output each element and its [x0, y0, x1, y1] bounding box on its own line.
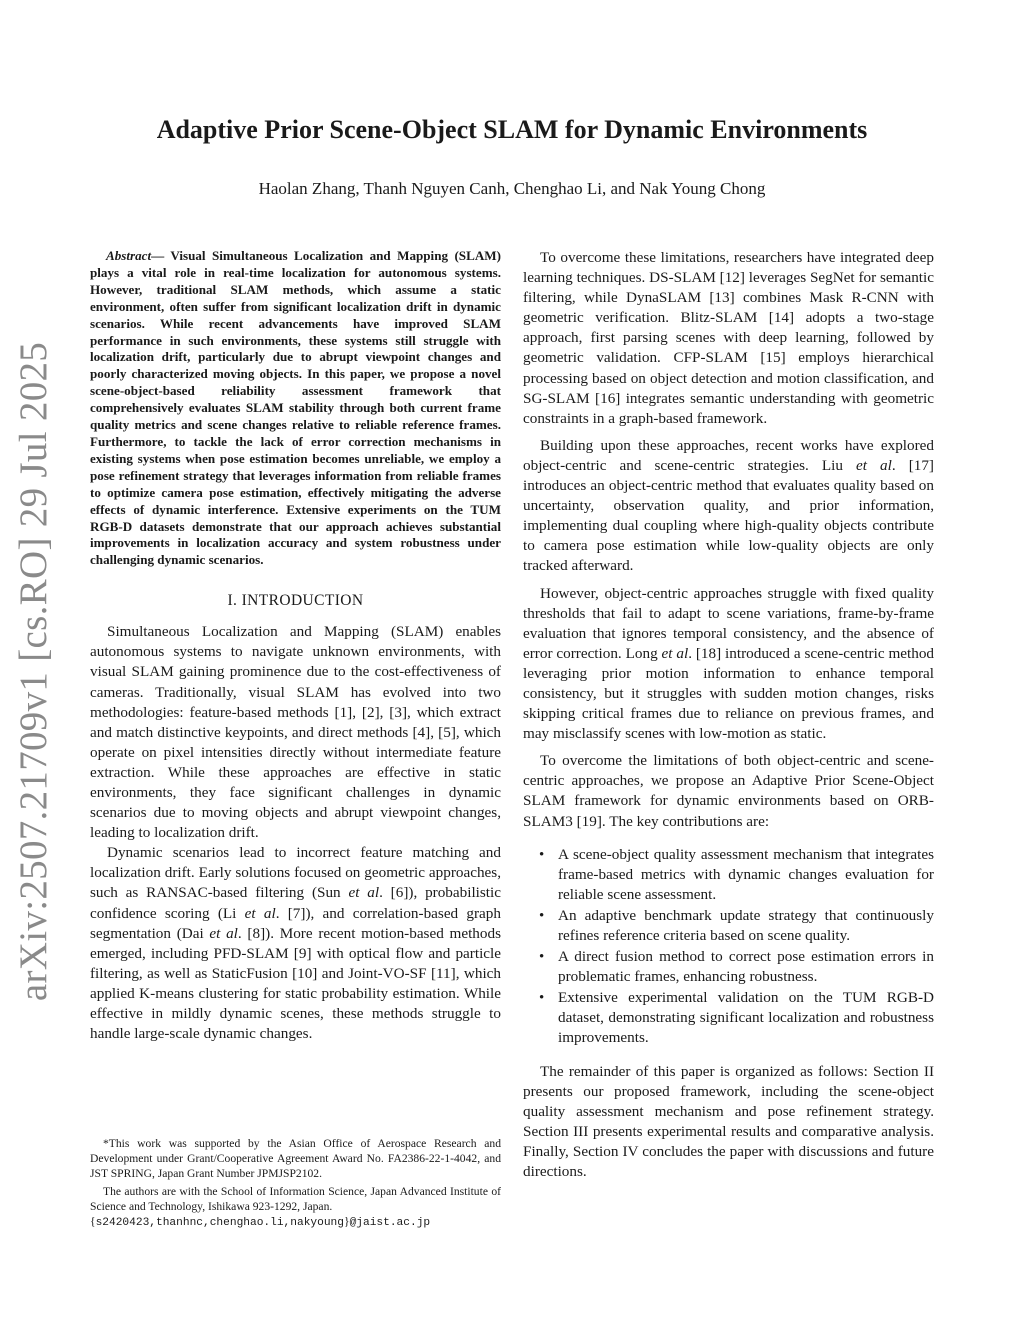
intro-paragraph-6: To overcome the limitations of both object-centric and scene-centric approaches, we propose an Adaptive Prior Scene-Object SLAM framework for dynamic environments based on ORB-SLAM3 [19]. The key contributions are:: [523, 752, 934, 830]
intro-p2-text-a: Dynamic scenarios lead to incorrect feature matching and localization drift. Early solutions focused on geometric approaches, such as RANSAC-based filtering (Sun: [90, 844, 501, 902]
abstract-dash: —: [151, 248, 171, 263]
contribution-text: A direct fusion method to correct pose estimation errors in problematic frames, enhancing robustness.: [558, 948, 934, 986]
contribution-text: A scene-object quality assessment mechanism that integrates frame-based metrics with dynamic changes evaluation for reliable scene assessment.: [558, 845, 934, 903]
list-item: [523, 947, 934, 987]
list-item: [523, 906, 934, 946]
arxiv-identifier: [6, 341, 62, 1002]
bullet-icon: •: [539, 846, 545, 863]
intro-paragraph-1: Simultaneous Localization and Mapping (SLAM) enables autonomous systems to navigate unknown environments, with visual SLAM gaining prominence due to the cost-effectiveness of cameras. Traditionally, visual SLAM has evolved into two methodologies: feature-based methods [1], [2], [3], which extract and match distinctive keypoints, and direct methods [4], [5], which operate on pixel intensities directly without intermediate feature extraction. While these approaches are effective in static environments, they face significant challenges in dynamic scenarios due to moving objects and abrupt viewpoint changes, leading to localization drift.: [90, 623, 501, 842]
intro-p2-etal-1: et al: [348, 884, 380, 902]
intro-p4-text-b: . [17] introduces an object-centric method that evaluates quality based on uncertainty, observation quality, and prior information, implementing dual coupling where high-quality objects contribute to camera pose estimation while low-quality objects are only tracked afterward.: [523, 456, 934, 575]
intro-p4-text-a: Building upon these approaches, recent works have explored object-centric and scene-centric strategies. Liu: [523, 436, 934, 474]
intro-p4-etal-1: et al: [856, 456, 892, 474]
footnote-affiliation-text: The authors are with the School of Information Science, Japan Advanced Institute of Science and Technology, Ishikawa 923-1292, Japan.: [90, 1185, 501, 1213]
intro-p2-text-c: . [7]), and correlation-based graph segmentation (Dai: [90, 904, 501, 942]
bullet-icon: •: [539, 949, 545, 966]
intro-paragraph-3: To overcome these limitations, researchers have integrated deep learning techniques. DS-SLAM [12] leverages SegNet for semantic filtering, while DynaSLAM [13] combines Mask R-CNN with geometric verification. Blitz-SLAM [14] adopts a two-stage approach, first parsing scenes with deep learning, followed by geometric validation. CFP-SLAM [15] employs hierarchical processing based on object detection and motion classification, and SG-SLAM [16] integrates semantic understanding with geometric constraints in a graph-based framework.: [523, 249, 934, 427]
paper-authors: Haolan Zhang, Thanh Nguyen Canh, Chenghao Li, and Nak Young Chong: [258, 179, 766, 198]
intro-p2-text-d: . [8]). More recent motion-based methods emerged, including PFD-SLAM [9] with optical flow and particle filtering, as well as StaticFusion [10] and Joint-VO-SF [11], which applied K-means clustering for static probability estimation. While effective in mildly dynamic scenes, these methods struggle to handle large-scale dynamic changes.: [90, 924, 501, 1043]
left-column: [90, 248, 501, 1044]
right-column: [523, 248, 934, 1189]
arxiv-identifier-text: arXiv:2507.21709v1 [cs.RO] 29 Jul 2025: [12, 341, 56, 1002]
paper-title: Adaptive Prior Scene-Object SLAM for Dynamic Environments: [156, 115, 868, 144]
footnote-funding: *This work was supported by the Asian Office of Aerospace Research and Development under Grant/Cooperative Agreement Award No. FA2386-22-1-4042, and JST SPRING, Japan Grant Number JPMJSP2102.: [90, 1137, 501, 1180]
author-emails: s2420423,thanhnc,chenghao.li,nakyoung: [95, 1217, 344, 1229]
intro-p2-etal-3: et al: [209, 924, 238, 942]
footnote-affiliation: [90, 1184, 501, 1231]
abstract-lead: Abstract: [106, 248, 152, 263]
list-item: [523, 988, 934, 1048]
bullet-icon: •: [539, 990, 545, 1007]
intro-p5-text-a: However, object-centric approaches struggle with fixed quality thresholds that fail to adapt to scene variations, frame-by-frame evaluation that ignores temporal consistency, and the absence of error correction. Long: [523, 584, 934, 662]
intro-paragraph-5: [523, 584, 934, 745]
section-heading-introduction: I. INTRODUCTION: [227, 592, 364, 610]
contributions-list: [523, 845, 934, 1049]
footnotes: [90, 1136, 501, 1234]
intro-p5-text-b: . [18] introduced a scene-centric method leveraging prior motion information to enhance temporal consistency, but it struggles with sudden motion changes, risks skipping critical frames due to reliance on previous frames, and may misclassify scenes with low-motion as static.: [523, 644, 935, 743]
email-brace-close: }: [343, 1215, 350, 1228]
intro-p2-etal-2: et al: [244, 904, 276, 922]
email-domain: @jaist.ac.jp: [349, 1217, 431, 1229]
intro-paragraph-4: [523, 436, 934, 577]
bullet-icon: •: [539, 907, 545, 924]
intro-p5-etal-1: et al: [661, 644, 689, 662]
abstract: [90, 248, 501, 569]
intro-paragraph-2: [90, 843, 501, 1044]
contribution-text: An adaptive benchmark update strategy that continuously refines reference criteria based on scene quality.: [558, 906, 934, 944]
list-item: [523, 845, 934, 905]
email-brace-open: {: [90, 1215, 96, 1228]
abstract-text: Visual Simultaneous Localization and Mapping (SLAM) plays a vital role in real-time localization for autonomous systems. However, traditional SLAM methods, which assume a static environment, often suffer from significant localization drift in dynamic scenarios. While recent advancements have improved SLAM performance in such environments, these systems still struggle with localization drift, particularly due to abrupt viewpoint changes and poorly characterized moving objects. In this paper, we propose a novel scene-object-based reliability assessment framework that comprehensively evaluates SLAM stability through both current frame quality metrics and scene changes relative to reliable reference frames. Furthermore, to tackle the lack of error correction mechanisms in existing systems when pose estimation becomes unreliable, we employ a pose refinement strategy that leverages information from reliable frames to optimize camera pose estimation, effectively mitigating the adverse effects of dynamic interference. Extensive experiments on the TUM RGB-D datasets demonstrate that our approach achieves substantial improvements in localization accuracy and system robustness under challenging dynamic scenarios.: [90, 248, 501, 568]
intro-p2-text-b: . [6]), probabilistic confidence scoring (Li: [90, 884, 501, 922]
intro-paragraph-7: The remainder of this paper is organized as follows: Section II presents our proposed framework, including the scene-object quality assessment mechanism and pose refinement strategy. Section III presents experimental results and comparative analysis. Finally, Section IV concludes the paper with discussions and future directions.: [523, 1062, 934, 1181]
contribution-text: Extensive experimental validation on the TUM RGB-D dataset, demonstrating significant localization and robustness improvements.: [558, 989, 934, 1047]
